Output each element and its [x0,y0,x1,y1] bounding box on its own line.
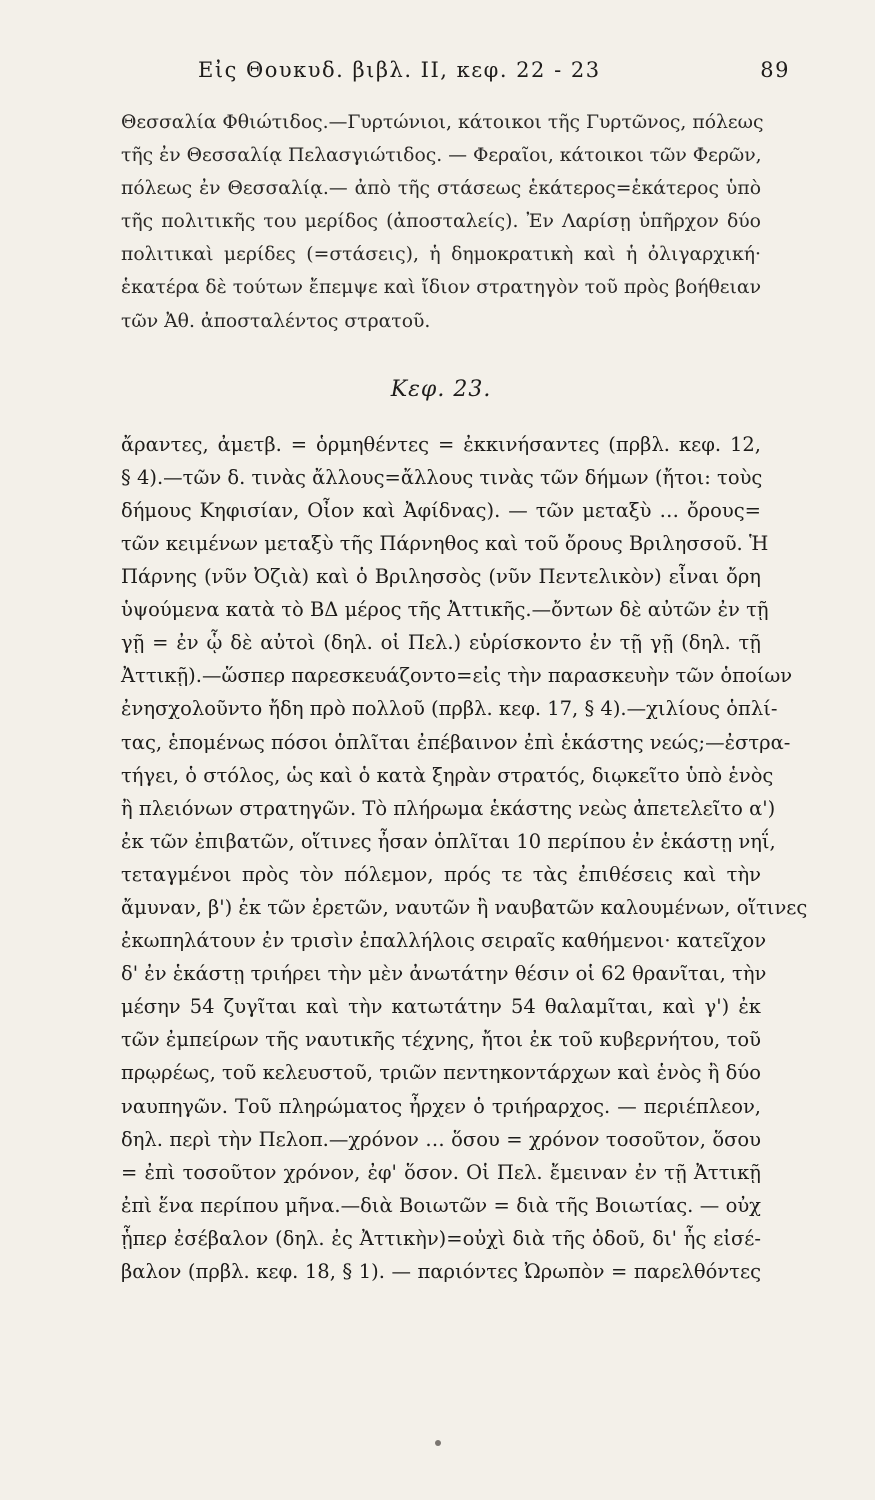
text-line: ἐπὶ ἕνα περίπου μῆνα.—διὰ Βοιωτῶν = διὰ τῆς Βοιωτίας. — οὐχ [121,1193,761,1217]
commentary-block-ch22 [121,106,764,338]
text-line: ἐκωπηλάτουν ἐν τρισὶν ἐπαλλήλοις σειραῖς καθήμενοι· κατεῖχον [121,929,767,953]
text-line: δ' ἐν ἑκάστῃ τριήρει τὴν μὲν ἀνωτάτην θέσιν οἱ 62 θρανῖται, τὴν [121,962,767,986]
text-line: § 4).—τῶν δ. τινὰς ἄλλους=ἄλλους τινὰς τῶν δήμων (ἤτοι: τοὺς [121,465,763,489]
text-line: δήμους Κηφισίαν, Οἶον καὶ Ἀφίδνας). — τῶν μεταξὺ … ὄρους= [121,498,761,522]
text-line: ἄραντες, ἀμετβ. = ὁρμηθέντες = ἐκκινήσαντες (πρβλ. κεφ. 12, [121,432,761,456]
text-line: τῶν Ἀθ. ἀποσταλέντος στρατοῦ. [121,310,431,332]
text-line: ἄμυναν, β') ἐκ τῶν ἐρετῶν, ναυτῶν ἢ ναυβατῶν καλουμένων, οἵτινες [121,895,808,919]
text-line: μέσην 54 ζυγῖται καὶ τὴν κατωτάτην 54 θαλαμῖται, καὶ γ') ἐκ [121,995,761,1019]
text-line: ἐκ τῶν ἐπιβατῶν, οἵτινες ἦσαν ὁπλῖται 10 περίπου ἐν ἑκάστῃ νηΐ, [121,829,776,853]
text-line: ἑκατέρα δὲ τούτων ἔπεμψε καὶ ἴδιον στρατηγὸν τοῦ πρὸς βοήθειαν [121,277,761,299]
running-head [118,58,790,94]
page-number: 89 [760,58,790,82]
text-line: Θεσσαλία Φθιώτιδος.—Γυρτώνιοι, κάτοικοι τῆς Γυρτῶνος, πόλεως [121,112,764,133]
text-line: τῶν ἐμπείρων τῆς ναυτικῆς τέχνης, ἤτοι ἐκ τοῦ κυβερνήτου, τοῦ [121,1028,761,1052]
text-line: τεταγμένοι πρὸς τὸν πόλεμον, πρός τε τὰς ἐπιθέσεις καὶ τὴν [121,862,761,886]
text-line: ἢ πλειόνων στρατηγῶν. Τὸ πλήρωμα ἑκάστης νεὼς ἀπετελεῖτο α') [121,796,776,820]
text-line: δηλ. περὶ τὴν Πελοπ.—χρόνον … ὅσου = χρόνον τοσοῦτον, ὅσου [121,1127,761,1151]
footer-dot-mark [435,1440,441,1446]
text-line: τήγει, ὁ στόλος, ὡς καὶ ὁ κατὰ ξηρὰν στρατός, διῳκεῖτο ὑπὸ ἑνὸς [121,763,774,787]
text-line: Ἀττικῇ).—ὥσπερ παρεσκευάζοντο=εἰς τὴν παρασκευὴν τῶν ὁποίων [121,664,793,688]
commentary-block-ch23 [121,428,808,1288]
text-line: πρῳρέως, τοῦ κελευστοῦ, τριῶν πεντηκοντάρχων καὶ ἑνὸς ἢ δύο [121,1061,761,1085]
text-line: ὑψούμενα κατὰ τὸ ΒΔ μέρος τῆς Ἀττικῆς.—ὄντων δὲ αὐτῶν ἐν τῇ [121,598,769,622]
running-title: Εἰς Θουκυδ. βιβλ. II, κεφ. 22 - 23 [198,58,601,82]
text-line: ναυπηγῶν. Τοῦ πληρώματος ἦρχεν ὁ τριήραρχος. — περιέπλεον, [121,1094,761,1118]
text-line: γῇ = ἐν ᾧ δὲ αὐτοὶ (δηλ. οἱ Πελ.) εὑρίσκοντο ἐν τῇ γῇ (δηλ. τῇ [121,631,761,655]
chapter-heading: Κεφ. 23. [390,376,492,402]
text-line: πόλεως ἐν Θεσσαλίᾳ.— ἀπὸ τῆς στάσεως ἑκάτερος=ἑκάτερος ὑπὸ [121,178,761,200]
text-line: τῆς πολιτικῆς του μερίδος (ἀποσταλείς). Ἐν Λαρίσῃ ὑπῆρχον δύο [121,211,761,233]
text-line: ἐνησχολοῦντο ἤδη πρὸ πολλοῦ (πρβλ. κεφ. 17, § 4).—χιλίους ὁπλί- [121,697,778,721]
text-line: ᾗπερ ἐσέβαλον (δηλ. ἐς Ἀττικὴν)=οὐχὶ διὰ τῆς ὁδοῦ, δι' ἧς εἰσέ- [121,1226,761,1250]
text-line: = ἐπὶ τοσοῦτον χρόνον, ἐφ' ὅσον. Οἱ Πελ. ἔμειναν ἐν τῇ Ἀττικῇ [121,1160,761,1184]
text-line: βαλον (πρβλ. κεφ. 18, § 1). — παριόντες Ὠρωπὸν = παρελθόντες [121,1260,761,1283]
text-line: τῆς ἐν Θεσσαλίᾳ Πελασγιώτιδος. — Φεραῖοι, κάτοικοι τῶν Φερῶν, [121,145,762,167]
text-line: τας, ἑπομένως πόσοι ὁπλῖται ἐπέβαινον ἐπὶ ἑκάστης νεώς;—ἐστρα- [121,730,791,754]
text-line: Πάρνης (νῦν Ὀζιὰ) καὶ ὁ Βριλησσὸς (νῦν Πεντελικὸν) εἶναι ὄρη [121,565,761,589]
text-line: πολιτικαὶ μερίδες (=στάσεις), ἡ δημοκρατικὴ καὶ ἡ ὀλιγαρχική· [121,244,761,266]
body-text [121,106,808,1288]
text-line: τῶν κειμένων μεταξὺ τῆς Πάρνηθος καὶ τοῦ ὄρους Βριλησσοῦ. Ἡ [121,531,769,555]
